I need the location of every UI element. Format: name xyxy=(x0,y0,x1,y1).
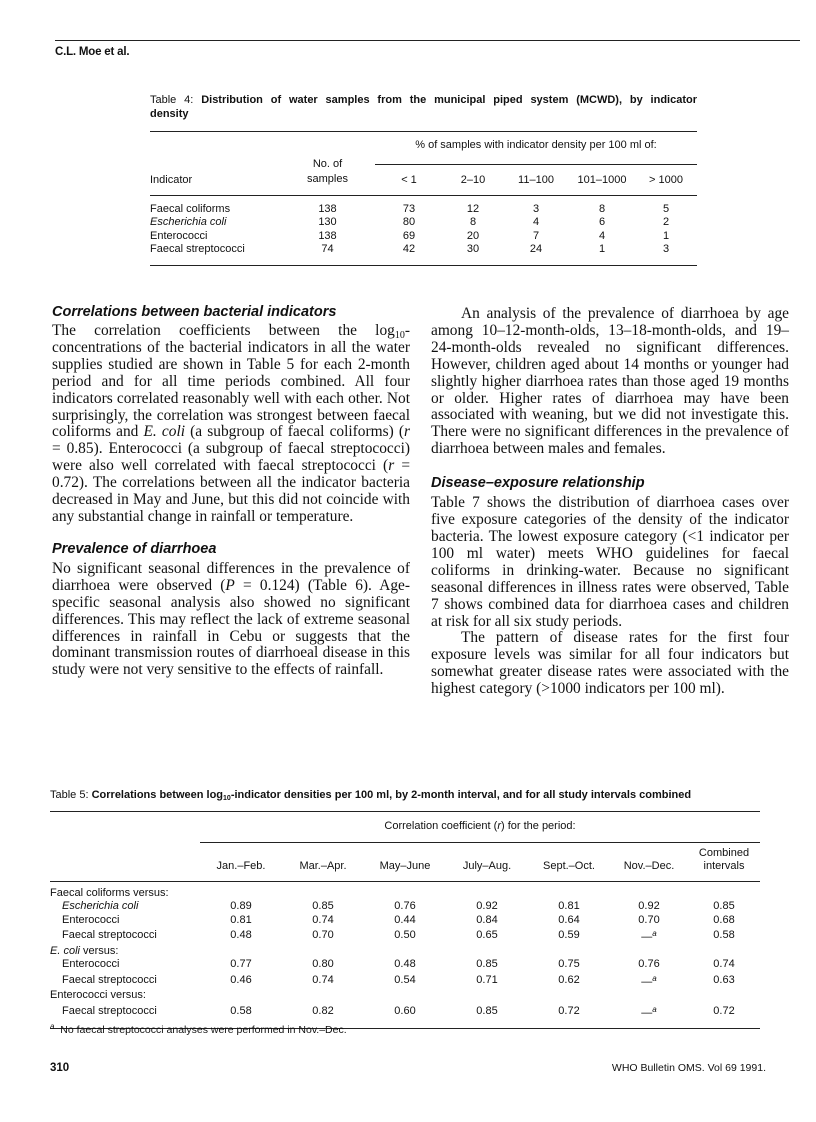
cell: 0.76 xyxy=(638,958,660,970)
row-samples: 138 xyxy=(318,202,337,215)
row-name: Enterococci xyxy=(62,958,120,970)
cell: 0.76 xyxy=(394,900,416,912)
cell: 7 xyxy=(532,229,540,242)
table-4-col-density: < 1 xyxy=(401,174,417,186)
cell: 24 xyxy=(529,243,543,255)
cell-missing xyxy=(610,927,688,945)
table-5-col-period: Nov.–Dec. xyxy=(623,860,675,872)
section-heading-correlations: Correlations between bacterial indicators xyxy=(52,304,337,320)
cell: 4 xyxy=(598,229,606,242)
cell: 0.72 xyxy=(558,1004,580,1017)
cell: 0.92 xyxy=(638,900,660,912)
row-samples: 74 xyxy=(321,243,334,255)
table-4-col-density: 11–100 xyxy=(518,174,554,186)
cell: 0.68 xyxy=(713,913,735,926)
cell: 30 xyxy=(466,243,480,255)
paragraph-correlations xyxy=(52,323,410,526)
row-name: Faecal streptococci xyxy=(62,973,157,986)
text-italic: E. coli xyxy=(50,944,80,957)
cell: 0.74 xyxy=(312,973,334,986)
text: = 0.72). The correlations between all the indicator bacteria decreased in May and June, but this did not coincide with any substantial change in rainfall or temperature. xyxy=(52,457,410,525)
right-column xyxy=(431,306,789,698)
table-5-caption xyxy=(50,788,760,802)
group-label: Faecal coliforms versus: xyxy=(50,886,169,899)
section-heading-prevalence: Prevalence of diarrhoea xyxy=(52,540,217,557)
group-row xyxy=(50,945,760,959)
text: Correlation coefficient ( xyxy=(384,820,498,832)
text: Correlations between log xyxy=(91,789,224,801)
table-4-col-samples-2: samples xyxy=(307,172,348,185)
table-4-caption xyxy=(150,93,697,121)
table-5-label: Table 5: xyxy=(50,789,89,801)
table-4 xyxy=(150,93,697,266)
paragraph-table7: Table 7 shows the distribution of diarrhoea cases over five exposure categories of the density of the indicator bacteria. The lowest exposure category (<1 indicator per 100 ml water) meets WHO guidelines for faecal coliforms in drinking-water. Because no significant seasonal differences in illness rates were observed, Table 7 shows combined data for diarrhoea cases and children at risk for all six study periods. xyxy=(431,494,789,630)
cell: 0.84 xyxy=(476,913,498,926)
cell: 0.48 xyxy=(230,929,252,941)
row-name: Faecal streptococci xyxy=(62,1004,157,1017)
table-5-col-period: Jan.–Feb. xyxy=(216,860,266,872)
table-4-group-header: % of samples with indicator density per 100 ml of: xyxy=(415,139,657,151)
cell: 0.85 xyxy=(713,900,735,912)
cell: 8 xyxy=(598,202,606,215)
subscript: 10 xyxy=(223,795,231,802)
cell: 0.70 xyxy=(638,913,660,926)
cell: 0.65 xyxy=(476,929,498,941)
cell: 0.71 xyxy=(476,973,498,986)
cell: 0.77 xyxy=(230,958,252,970)
table-row xyxy=(150,216,697,230)
group-label xyxy=(50,945,760,959)
table-row xyxy=(50,914,760,928)
cell: 0.63 xyxy=(713,973,735,986)
text-italic: r xyxy=(388,457,395,475)
cell: 0.60 xyxy=(394,1004,416,1017)
page-number: 310 xyxy=(50,1062,70,1074)
row-indicator: Escherichia coli xyxy=(150,216,227,228)
text: versus: xyxy=(79,944,119,957)
table-row xyxy=(50,927,760,945)
table-row xyxy=(150,230,697,244)
text-italic: E. coli xyxy=(143,423,186,441)
cell: 0.85 xyxy=(312,900,334,912)
cell: 0.58 xyxy=(230,1004,252,1017)
cell: 3 xyxy=(532,202,540,215)
group-row xyxy=(50,887,760,901)
table-4-col-indicator: Indicator xyxy=(150,174,193,186)
table-row xyxy=(150,243,697,257)
footnote-mark: a xyxy=(652,1004,657,1014)
table-5-col-combined xyxy=(688,843,760,881)
text: = 0.124) (Table 6). Age-specific seasonal analysis also showed no significant differences. This may reflect the lack of extreme seasonal differences in rainfall in Cebu or suggests that the dominant transmission routes of diarrhoeal disease in this study were not very sensitive to the effects of rainfall. xyxy=(52,576,411,679)
table-4-bottom-rule xyxy=(150,265,697,266)
text-italic: r xyxy=(403,423,410,441)
dash: — xyxy=(641,1006,653,1019)
text: -indicator densities per 100 ml, by 2-month interval, and for all study intervals combined xyxy=(230,789,692,801)
cell: 0.81 xyxy=(230,913,252,926)
table-row xyxy=(50,972,760,990)
cell: 1 xyxy=(662,229,670,242)
table-4-title: Distribution of water samples from the municipal piped system (MCWD), by indicator density xyxy=(150,94,697,120)
paragraph-age-analysis: An analysis of the prevalence of diarrhoea by age among 10–12-month-olds, 13–18-month-olds, and 19–24-month-olds revealed no significant differences. However, children aged about 14 months or younger had slightly higher diarrhoea rates than those aged 19 months or older. Higher rates of diarrhoea may have been associated with weaning, but we did not investigate this. There were no significant differences in the prevalence of diarrhoea between males and females. xyxy=(431,305,789,458)
table-5-header-rule xyxy=(50,881,760,882)
table-5-col-period: July–Aug. xyxy=(462,860,512,872)
cell: 0.54 xyxy=(394,973,416,986)
text: ) for the period: xyxy=(500,820,576,832)
table-5-col-period: Mar.–Apr. xyxy=(299,860,347,872)
row-indicator: Faecal streptococci xyxy=(150,243,245,255)
row-indicator: Enterococci xyxy=(150,229,208,242)
cell: 42 xyxy=(402,243,416,255)
cell: 1 xyxy=(598,243,606,255)
table-4-col-density: > 1000 xyxy=(649,174,683,186)
cell: 20 xyxy=(466,229,480,242)
row-indicator: Faecal coliforms xyxy=(150,202,231,215)
paragraph-pattern: The pattern of disease rates for the first four exposure levels was similar for all four indicators but somewhat greater disease rates were associated with the highest category (>1000 indicators per 100 ml). xyxy=(431,629,789,698)
group-row xyxy=(50,989,760,1003)
text: intervals xyxy=(703,860,745,872)
table-row xyxy=(50,900,760,914)
text: (a subgroup of faecal coliforms) ( xyxy=(185,423,404,441)
cell: 0.80 xyxy=(312,958,334,970)
cell: 4 xyxy=(532,216,540,228)
cell: 73 xyxy=(402,202,416,215)
section-heading-disease-exposure: Disease–exposure relationship xyxy=(431,475,645,492)
text: Combined xyxy=(698,846,750,859)
footnote-text: No faecal streptococci analyses were performed in Nov.–Dec. xyxy=(60,1024,347,1036)
dash: — xyxy=(641,975,653,988)
cell: 0.58 xyxy=(713,929,735,941)
table-5-footnote xyxy=(50,1022,347,1036)
table-5-group-header xyxy=(200,812,760,842)
text: = 0.85). Enterococci (a subgroup of faecal streptococci) were also well correlated with faecal streptococci ( xyxy=(52,440,410,475)
cell: 6 xyxy=(598,216,606,228)
cell: 3 xyxy=(662,243,670,255)
cell: 0.81 xyxy=(558,900,580,912)
cell-missing xyxy=(610,1003,688,1021)
table-row xyxy=(50,1003,760,1021)
cell: 0.50 xyxy=(394,929,416,941)
cell: 0.82 xyxy=(312,1004,334,1017)
table-row xyxy=(50,958,760,972)
paragraph-prevalence xyxy=(52,561,410,679)
cell: 0.85 xyxy=(476,958,498,970)
cell: 0.44 xyxy=(394,913,416,926)
row-samples: 138 xyxy=(318,229,337,242)
table-4-header-rule xyxy=(150,195,697,196)
table-5 xyxy=(50,788,760,1029)
row-name: Faecal streptococci xyxy=(62,929,157,941)
table-5-col-period: Sept.–Oct. xyxy=(543,860,595,872)
row-samples: 130 xyxy=(318,216,337,228)
col-samples-line1: No. of xyxy=(312,157,343,170)
journal-citation: WHO Bulletin OMS. Vol 69 1991. xyxy=(611,1062,766,1074)
dash: — xyxy=(641,931,653,943)
cell: 0.74 xyxy=(312,913,334,926)
footnote-mark: a xyxy=(50,1022,55,1031)
running-head: C.L. Moe et al. xyxy=(55,46,130,58)
cell: 0.59 xyxy=(558,929,580,941)
text-italic: r xyxy=(497,820,501,832)
top-rule xyxy=(55,40,800,41)
cell: 0.89 xyxy=(230,900,252,912)
cell: 69 xyxy=(402,229,416,242)
table-4-grid xyxy=(150,132,697,266)
table-4-label: Table 4: xyxy=(150,94,194,106)
cell: 8 xyxy=(469,216,477,228)
footnote-mark: a xyxy=(652,929,657,938)
cell: 0.85 xyxy=(476,1004,498,1017)
cell: 0.46 xyxy=(230,973,252,986)
table-4-group-rule xyxy=(375,164,697,165)
footnote-mark: a xyxy=(652,973,657,983)
row-name: Escherichia coli xyxy=(62,900,139,912)
table-5-col-period: May–June xyxy=(379,860,431,872)
table-4-col-density: 101–1000 xyxy=(577,174,627,186)
cell: 0.74 xyxy=(713,958,735,970)
cell: 0.92 xyxy=(476,900,498,912)
text: -concentrations of the bacterial indicators in all the water supplies studied are shown in Table 5 for each 2-month period and for all time periods combined. All four indicators correlated reasonably well with each other. Not surprisingly, the correlation was strongest between faecal coliforms and xyxy=(52,322,410,441)
text: The correlation coefficients between the log xyxy=(52,322,395,339)
cell: 12 xyxy=(466,202,480,215)
cell: 0.48 xyxy=(394,958,416,970)
cell: 0.70 xyxy=(312,929,334,941)
cell: 0.75 xyxy=(558,958,580,970)
table-4-col-samples xyxy=(280,158,375,172)
cell: 5 xyxy=(662,202,670,215)
cell: 0.72 xyxy=(713,1004,735,1017)
cell: 0.62 xyxy=(558,973,580,986)
text-italic: P xyxy=(225,576,235,594)
row-name: Enterococci xyxy=(62,913,120,926)
table-4-col-density: 2–10 xyxy=(460,174,486,186)
cell-missing xyxy=(610,972,688,990)
left-column xyxy=(52,303,410,679)
group-label: Enterococci versus: xyxy=(50,989,146,1001)
table-row xyxy=(150,203,697,217)
cell: 2 xyxy=(662,216,670,228)
cell: 0.64 xyxy=(558,913,580,926)
table-5-title xyxy=(92,789,692,801)
table-5-grid xyxy=(50,812,760,1029)
text: No significant seasonal differences in the prevalence of diarrhoea were observed ( xyxy=(52,559,410,594)
subscript: 10 xyxy=(394,330,405,341)
cell: 80 xyxy=(402,216,416,228)
